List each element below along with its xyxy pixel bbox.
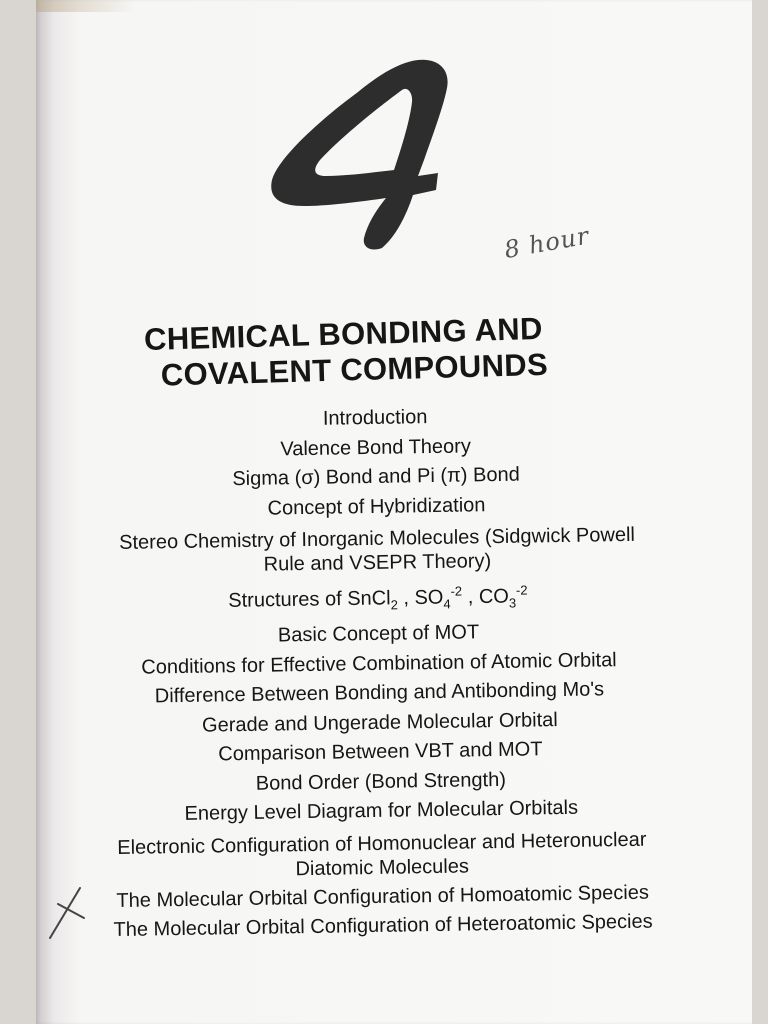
contents-item-heteroatomic: The Molecular Orbital Configuration of Heteroatomic Species — [113, 910, 653, 942]
contents-item-gerade: Gerade and Ungerade Molecular Orbital — [201, 708, 558, 737]
contents-item-sigma-pi-bond: Sigma (σ) Bond and Pi (π) Bond — [232, 463, 520, 491]
structures-separator-2: , CO — [462, 585, 510, 609]
contents-item-conditions: Conditions for Effective Combination of Atomic Orbital — [141, 648, 617, 679]
contents-item-stereo-chemistry-line-1: Stereo Chemistry of Inorganic Molecules (Sidgwick Powell — [119, 523, 636, 554]
chapter-contents-list — [0, 398, 768, 948]
contents-item-energy-level: Energy Level Diagram for Molecular Orbitals — [184, 796, 579, 826]
page-edge-stain — [36, 0, 136, 12]
sncl-subscript: 2 — [390, 597, 399, 613]
contents-item-stereo-chemistry-line-2: Rule and VSEPR Theory) — [263, 550, 492, 576]
contents-item-difference: Difference Between Bonding and Antibonding Mo's — [154, 678, 605, 708]
handwritten-note: 8 hour — [502, 221, 592, 264]
chapter-title-line-1: CHEMICAL BONDING AND — [143, 310, 544, 358]
contents-item-bond-order: Bond Order (Bond Strength) — [255, 768, 507, 795]
contents-item-valence-bond-theory: Valence Bond Theory — [280, 434, 472, 460]
so-superscript: -2 — [450, 583, 463, 599]
chapter-title-line-2: COVALENT COMPOUNDS — [160, 346, 549, 393]
structures-separator-1: , SO — [397, 586, 444, 610]
structures-prefix: Structures of SnCl — [228, 587, 391, 612]
contents-item-hybridization: Concept of Hybridization — [267, 493, 486, 520]
co-subscript: 3 — [508, 595, 517, 611]
contents-item-basic-mot: Basic Concept of MOT — [277, 621, 480, 647]
co-superscript: -2 — [515, 582, 528, 598]
contents-item-homoatomic: The Molecular Orbital Configuration of Homoatomic Species — [116, 881, 650, 912]
contents-item-comparison: Comparison Between VBT and MOT — [218, 738, 543, 766]
chapter-number-graphic — [268, 56, 453, 252]
so-subscript: 4 — [443, 596, 451, 612]
contents-item-electronic-configuration-line-1: Electronic Configuration of Homonuclear and Heteronuclear — [117, 828, 647, 859]
contents-item-electronic-configuration-line-2: Diatomic Molecules — [295, 855, 470, 880]
pencil-cross-mark-icon — [44, 878, 92, 942]
contents-item-introduction: Introduction — [322, 406, 428, 430]
